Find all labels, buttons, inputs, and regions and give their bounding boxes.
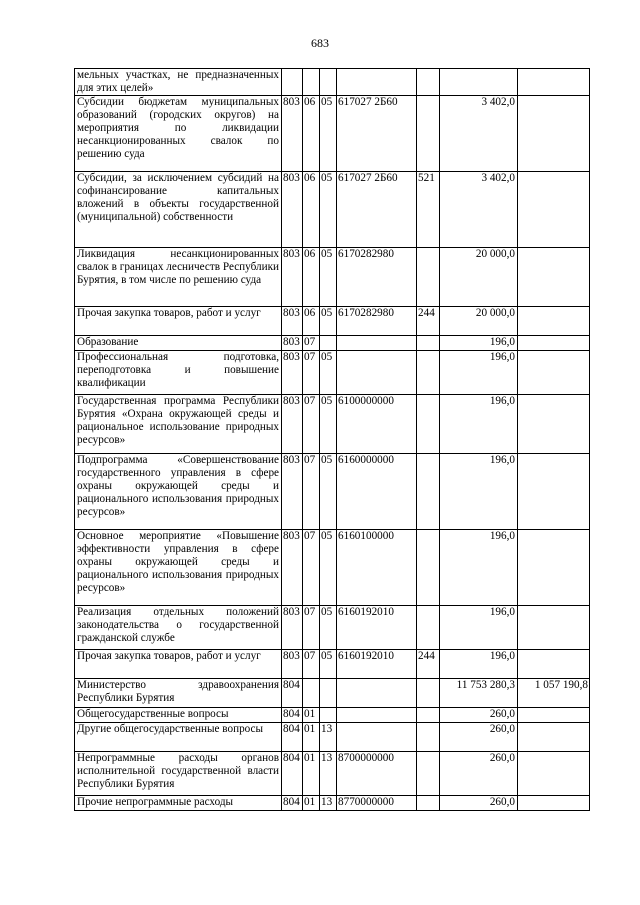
row-section-code bbox=[303, 69, 320, 96]
row-section-code: 06 bbox=[303, 248, 320, 307]
row-target-code: 617027 2Б60 bbox=[337, 172, 417, 248]
row-admin-code: 804 bbox=[282, 723, 303, 752]
table-row bbox=[75, 307, 590, 336]
row-target-code: 6100000000 bbox=[337, 395, 417, 454]
row-section-code: 06 bbox=[303, 96, 320, 172]
row-amount: 3 402,0 bbox=[440, 172, 518, 248]
row-expense-type-code bbox=[417, 336, 440, 351]
row-subsection-code bbox=[320, 708, 337, 723]
row-target-code bbox=[337, 679, 417, 708]
table-row bbox=[75, 69, 590, 96]
row-amount-secondary bbox=[518, 351, 590, 395]
row-amount: 196,0 bbox=[440, 530, 518, 606]
table-row bbox=[75, 530, 590, 606]
row-section-code bbox=[303, 679, 320, 708]
row-amount-secondary bbox=[518, 650, 590, 679]
row-expense-type-code bbox=[417, 530, 440, 606]
row-expense-type-code bbox=[417, 69, 440, 96]
row-amount-secondary bbox=[518, 606, 590, 650]
row-section-code: 01 bbox=[303, 708, 320, 723]
table-row bbox=[75, 172, 590, 248]
row-admin-code: 803 bbox=[282, 650, 303, 679]
row-expense-type-code bbox=[417, 723, 440, 752]
row-amount-secondary bbox=[518, 307, 590, 336]
row-section-code: 07 bbox=[303, 530, 320, 606]
row-amount: 196,0 bbox=[440, 395, 518, 454]
row-amount-secondary bbox=[518, 454, 590, 530]
row-target-code: 6170282980 bbox=[337, 307, 417, 336]
row-subsection-code: 05 bbox=[320, 96, 337, 172]
row-name: мельных участках, не предназначенных для этих целей» bbox=[75, 69, 282, 96]
row-amount: 196,0 bbox=[440, 454, 518, 530]
row-subsection-code: 05 bbox=[320, 172, 337, 248]
table-row bbox=[75, 650, 590, 679]
row-amount-secondary bbox=[518, 248, 590, 307]
row-amount-secondary bbox=[518, 530, 590, 606]
row-name: Образование bbox=[75, 336, 282, 351]
row-amount: 260,0 bbox=[440, 752, 518, 796]
row-admin-code: 804 bbox=[282, 708, 303, 723]
row-section-code: 07 bbox=[303, 351, 320, 395]
row-section-code: 01 bbox=[303, 752, 320, 796]
row-expense-type-code bbox=[417, 395, 440, 454]
row-name: Основное мероприятие «Повышение эффективности управления в сфере охраны окружающей среды и рационального использования природных ресурсов» bbox=[75, 530, 282, 606]
row-amount-secondary: 1 057 190,8 bbox=[518, 679, 590, 708]
row-section-code: 06 bbox=[303, 172, 320, 248]
row-target-code bbox=[337, 723, 417, 752]
row-amount: 260,0 bbox=[440, 796, 518, 811]
row-section-code: 07 bbox=[303, 454, 320, 530]
row-subsection-code: 05 bbox=[320, 606, 337, 650]
row-name: Непрограммные расходы органов исполнительной государственной власти Республики Бурятия bbox=[75, 752, 282, 796]
row-name: Общегосударственные вопросы bbox=[75, 708, 282, 723]
table-row bbox=[75, 395, 590, 454]
row-subsection-code: 05 bbox=[320, 395, 337, 454]
row-admin-code bbox=[282, 69, 303, 96]
row-target-code: 8700000000 bbox=[337, 752, 417, 796]
row-target-code: 6160192010 bbox=[337, 606, 417, 650]
row-expense-type-code bbox=[417, 708, 440, 723]
row-subsection-code: 05 bbox=[320, 307, 337, 336]
row-expense-type-code: 244 bbox=[417, 650, 440, 679]
row-name: Прочая закупка товаров, работ и услуг bbox=[75, 650, 282, 679]
row-amount: 196,0 bbox=[440, 606, 518, 650]
row-name: Государственная программа Республики Бурятия «Охрана окружающей среды и рациональное использование природных ресурсов» bbox=[75, 395, 282, 454]
row-target-code: 6160000000 bbox=[337, 454, 417, 530]
row-subsection-code bbox=[320, 679, 337, 708]
row-section-code: 01 bbox=[303, 723, 320, 752]
row-subsection-code: 05 bbox=[320, 650, 337, 679]
row-amount: 260,0 bbox=[440, 708, 518, 723]
row-amount: 196,0 bbox=[440, 336, 518, 351]
row-section-code: 07 bbox=[303, 606, 320, 650]
row-amount-secondary bbox=[518, 69, 590, 96]
row-expense-type-code bbox=[417, 454, 440, 530]
table-row bbox=[75, 248, 590, 307]
row-expense-type-code bbox=[417, 679, 440, 708]
row-amount-secondary bbox=[518, 708, 590, 723]
row-subsection-code: 05 bbox=[320, 530, 337, 606]
row-admin-code: 803 bbox=[282, 454, 303, 530]
page-number: 683 bbox=[311, 36, 329, 50]
row-amount-secondary bbox=[518, 796, 590, 811]
row-subsection-code: 05 bbox=[320, 454, 337, 530]
row-section-code: 07 bbox=[303, 395, 320, 454]
row-name: Прочая закупка товаров, работ и услуг bbox=[75, 307, 282, 336]
row-admin-code: 803 bbox=[282, 307, 303, 336]
row-subsection-code: 13 bbox=[320, 752, 337, 796]
row-admin-code: 803 bbox=[282, 395, 303, 454]
table-row bbox=[75, 454, 590, 530]
row-amount-secondary bbox=[518, 723, 590, 752]
row-target-code bbox=[337, 351, 417, 395]
row-name: Субсидии бюджетам муниципальных образований (городских округов) на мероприятия по ликвидации несанкционированных свалок по решению суда bbox=[75, 96, 282, 172]
row-target-code: 8770000000 bbox=[337, 796, 417, 811]
row-admin-code: 803 bbox=[282, 606, 303, 650]
row-name: Прочие непрограммные расходы bbox=[75, 796, 282, 811]
row-admin-code: 804 bbox=[282, 796, 303, 811]
row-subsection-code bbox=[320, 336, 337, 351]
row-section-code: 06 bbox=[303, 307, 320, 336]
row-name: Ликвидация несанкционированных свалок в границах лесничеств Республики Бурятия, в том числе по решению суда bbox=[75, 248, 282, 307]
row-expense-type-code bbox=[417, 796, 440, 811]
row-expense-type-code: 521 bbox=[417, 172, 440, 248]
table-row bbox=[75, 336, 590, 351]
row-admin-code: 803 bbox=[282, 351, 303, 395]
table-row bbox=[75, 351, 590, 395]
row-expense-type-code bbox=[417, 351, 440, 395]
row-amount-secondary bbox=[518, 336, 590, 351]
row-target-code bbox=[337, 336, 417, 351]
row-subsection-code: 05 bbox=[320, 351, 337, 395]
row-target-code: 617027 2Б60 bbox=[337, 96, 417, 172]
row-name: Реализация отдельных положений законодательства о государственной гражданской службе bbox=[75, 606, 282, 650]
row-amount: 20 000,0 bbox=[440, 248, 518, 307]
row-section-code: 07 bbox=[303, 650, 320, 679]
row-expense-type-code bbox=[417, 752, 440, 796]
row-name: Профессиональная подготовка, переподготовка и повышение квалификации bbox=[75, 351, 282, 395]
row-amount-secondary bbox=[518, 395, 590, 454]
row-amount: 11 753 280,3 bbox=[440, 679, 518, 708]
row-expense-type-code bbox=[417, 606, 440, 650]
table-row bbox=[75, 796, 590, 811]
budget-table bbox=[74, 68, 590, 811]
row-target-code: 6160192010 bbox=[337, 650, 417, 679]
row-admin-code: 803 bbox=[282, 172, 303, 248]
row-amount: 196,0 bbox=[440, 351, 518, 395]
table-row bbox=[75, 606, 590, 650]
table-row bbox=[75, 679, 590, 708]
row-target-code: 6160100000 bbox=[337, 530, 417, 606]
row-expense-type-code bbox=[417, 248, 440, 307]
row-target-code: 6170282980 bbox=[337, 248, 417, 307]
row-amount: 260,0 bbox=[440, 723, 518, 752]
row-amount-secondary bbox=[518, 752, 590, 796]
row-section-code: 07 bbox=[303, 336, 320, 351]
row-amount-secondary bbox=[518, 172, 590, 248]
row-expense-type-code: 244 bbox=[417, 307, 440, 336]
table-row bbox=[75, 96, 590, 172]
row-amount: 20 000,0 bbox=[440, 307, 518, 336]
row-admin-code: 804 bbox=[282, 752, 303, 796]
row-subsection-code: 13 bbox=[320, 723, 337, 752]
row-section-code: 01 bbox=[303, 796, 320, 811]
budget-table-body bbox=[75, 69, 590, 811]
table-row bbox=[75, 708, 590, 723]
row-amount bbox=[440, 69, 518, 96]
row-name: Подпрограмма «Совершенствование государственного управления в сфере охраны окружающей среды и рационального использования природных ресурсов» bbox=[75, 454, 282, 530]
row-admin-code: 803 bbox=[282, 530, 303, 606]
row-name: Субсидии, за исключением субсидий на софинансирование капитальных вложений в объекты государственной (муниципальной) собственности bbox=[75, 172, 282, 248]
row-subsection-code: 05 bbox=[320, 248, 337, 307]
row-amount-secondary bbox=[518, 96, 590, 172]
row-name: Министерство здравоохранения Республики Бурятия bbox=[75, 679, 282, 708]
row-admin-code: 803 bbox=[282, 96, 303, 172]
row-target-code bbox=[337, 69, 417, 96]
row-amount: 196,0 bbox=[440, 650, 518, 679]
row-amount: 3 402,0 bbox=[440, 96, 518, 172]
row-subsection-code: 13 bbox=[320, 796, 337, 811]
row-admin-code: 803 bbox=[282, 248, 303, 307]
row-subsection-code bbox=[320, 69, 337, 96]
row-expense-type-code bbox=[417, 96, 440, 172]
row-target-code bbox=[337, 708, 417, 723]
table-row bbox=[75, 723, 590, 752]
table-row bbox=[75, 752, 590, 796]
row-admin-code: 804 bbox=[282, 679, 303, 708]
row-name: Другие общегосударственные вопросы bbox=[75, 723, 282, 752]
row-admin-code: 803 bbox=[282, 336, 303, 351]
